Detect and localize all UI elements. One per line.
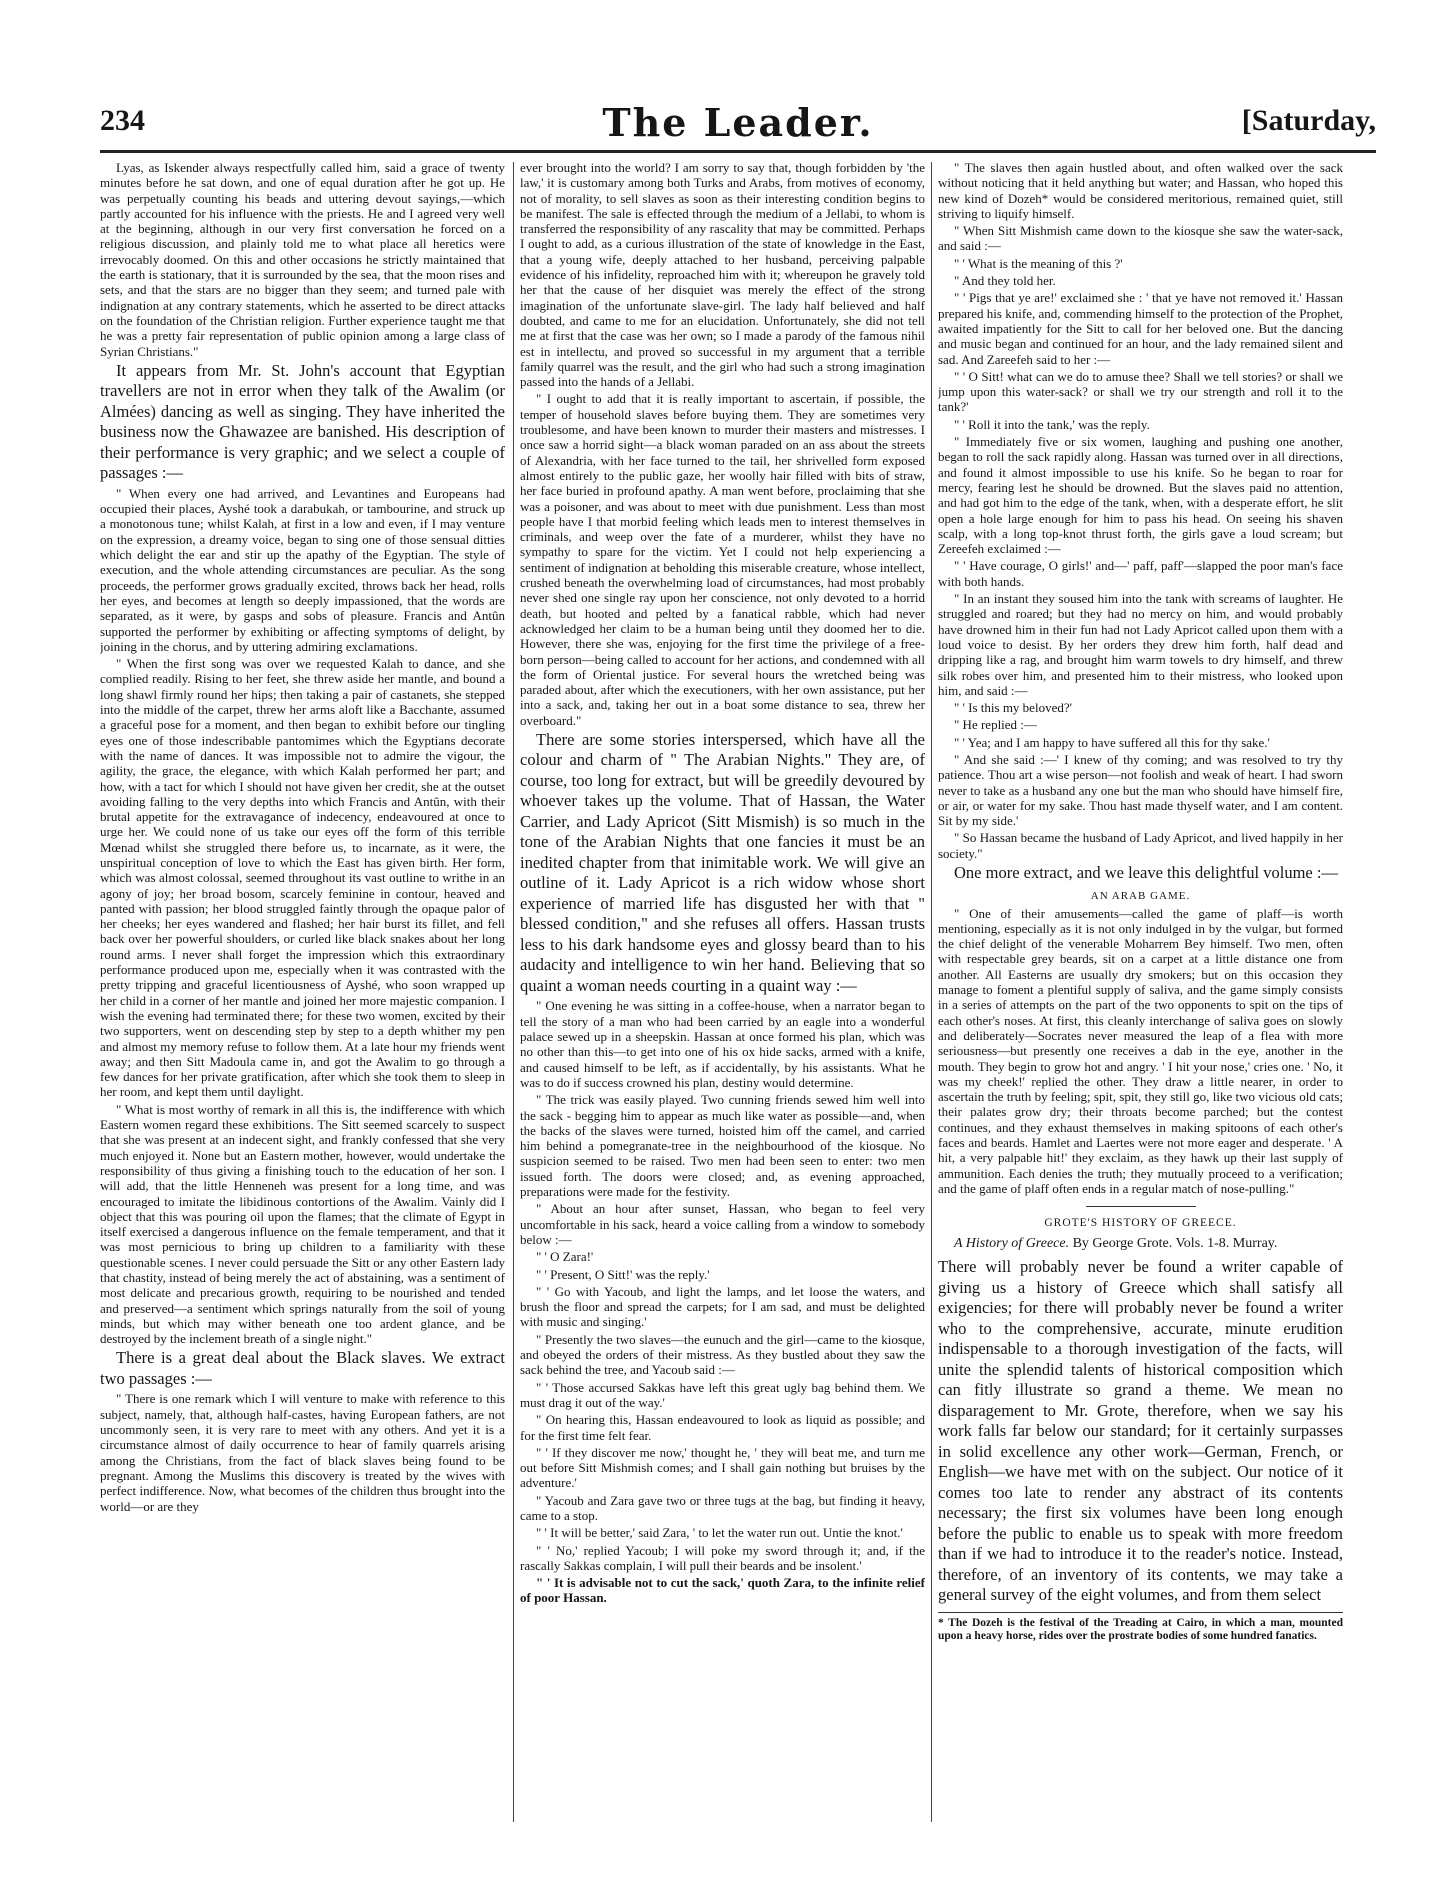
quote-paragraph: " The trick was easily played. Two cunning friends sewed him well into the sack - begging him to appear as much like water as possible—and, when the backs of the slaves were turned, hoisted him off the camel, and carried him behind a pomegranate-tree in the neighbourhood of the kiosque. No suspicion seemed to be raised. Two men had been seen to enter: two men issued forth. The doors were closed; and, as evening approached, preparations were made for the festivity.: [520, 1092, 925, 1200]
quote-paragraph: " ' It is advisable not to cut the sack,' quoth Zara, to the infinite relief of poor Hassan.: [520, 1575, 925, 1606]
paragraph: There is a great deal about the Black slaves. We extract two passages :—: [100, 1348, 505, 1388]
quote-paragraph: " On hearing this, Hassan endeavoured to look as liquid as possible; and for the first time felt fear.: [520, 1412, 925, 1443]
section-divider: [1086, 1206, 1196, 1207]
quote-paragraph: " ' Go with Yacoub, and light the lamps, and let loose the waters, and brush the floor and spread the carpets; for I am sad, and must be delighted with music and singing.': [520, 1283, 925, 1330]
section-heading: AN ARAB GAME.: [1090, 889, 1191, 902]
column-divider: [931, 162, 932, 1822]
column-divider: [513, 162, 514, 1822]
paragraph: It appears from Mr. St. John's account that Egyptian travellers are not in error when they talk of the Awalim (or Almées) dancing as well as singing. They have inherited the business now the Ghawazee are banished. His description of their performance is very graphic; and we select a couple of passages :—: [100, 360, 505, 483]
quote-paragraph: " The slaves then again hustled about, and often walked over the sack without noticing that it held anything but water; and Hassan, who hoped this new kind of Dozeh* would be considered meritorious, remained quiet, still striving to liquify himself.: [938, 160, 1343, 221]
quote-paragraph: " ' O Sitt! what can we do to amuse thee? Shall we tell stories? or shall we jump upon this water-sack? or shall we try our strength and roll it to the tank?': [938, 368, 1343, 415]
quote-paragraph: " Presently the two slaves—the eunuch and the girl—came to the kiosque, and obeyed the orders of their mistress. As they bustled about they saw the sack behind the tree, and Yacoub said :—: [520, 1331, 925, 1378]
quote-paragraph: " I ought to add that it is really important to ascertain, if possible, the temper of household slaves before buying them. They are sometimes very troublesome, and have been known to murder their masters and mistresses. I once saw a horrid sight—a black woman paraded on an ass about the streets of Alexandria, with her face turned to the tail, her shrivelled form exposed almost entirely to the public gaze, her woolly hair filled with bits of straw, her face buried in profound apathy. A man went before, proclaiming that she was a poisoner, and was about to meet with due punishment. Less than most people have I that morbid feeling which leads men to interest themselves in criminals, and weep over the fate of a murderer, whilst they have no sympathy to spare for the victim. Yet I could not help experiencing a sentiment of indignation at beholding this miserable creature, whose intellect, crushed beneath the overwhelming load of circumstances, had most probably never shed one single ray upon her conscience, not only devoted to a horrid death, but hooted and pelted by a fanatical rabble, which had never acknowledged her claim to be a human being until they doomed her to die. However, there she was, enjoying for the first time the privilege of a free-born person—being called to account for her actions, and condemned with all the form of Oriental justice. For several hours the wretched being was paraded about, after which the executioners, with her own assistance, put her into a sack, and, taking her out in a boat some distance to sea, threw her overboard.": [520, 391, 925, 728]
day-label: [Saturday,: [1241, 104, 1376, 137]
quote-paragraph: " Yacoub and Zara gave two or three tugs at the bag, but finding it heavy, came to a stop.: [520, 1492, 925, 1523]
quote-paragraph: " So Hassan became the husband of Lady Apricot, and lived happily in her society.": [938, 830, 1343, 861]
column-2: [520, 160, 925, 1850]
paragraph: There are some stories interspersed, which have all the colour and charm of " The Arabian Nights." They are, of course, too long for extract, but will be greedily devoured by whoever takes up the volume. That of Hassan, the Water Carrier, and Lady Apricot (Sitt Mismish) is so much in the tone of the Arabian Nights that one fancies it must be an inedited chapter from that inimitable work. We will give an outline of it. Lady Apricot is a rich widow whose short experience of married life has disgusted her with that " blessed condition," and she refuses all offers. Hassan trusts less to his dark handsome eyes and glossy beard than to his audacity and intelligence to win her hand. Believing that so quaint a woman needs courting in a quaint way :—: [520, 729, 925, 995]
quote-paragraph: " And she said :—' I knew of thy coming; and was resolved to try thy patience. Thou art a wise person—not foolish and weak of heart. I had sworn never to take as a husband any one but the man who should have himself fire, or air, or water for my sake. Thou hast made thyself water, and I am content. Sit by my side.': [938, 751, 1343, 829]
footnote-rule: [938, 1612, 1343, 1613]
paragraph: There will probably never be found a writer capable of giving us a history of Greece which shall satisfy all exigencies; for there will probably never be found a writer who to the comprehensive, accurate, minute erudition indispensable to a thorough investigation of the facts, will unite the splendid talents of historical composition which can fitly illustrate so grand a theme. We mean no disparagement to Mr. Grote, therefore, when we say his work falls far below our standard; for it certainly surpasses in solid excellence any other work—German, French, or English—we have met with on the subject. Our notice of it comes too late to render any abstract of its contents necessary; the first six volumes have been long enough before the public to enable us to speak with more freedom than if we had to introduce it to the reader's notice. Instead, therefore, of an inventory of its contents, we may take a general survey of the eight volumes, and from them select: [938, 1257, 1343, 1605]
quote-paragraph: " ' Those accursed Sakkas have left this great ugly bag behind them. We must drag it out of the way.': [520, 1379, 925, 1410]
header-rule: [100, 150, 1376, 153]
quote-paragraph: " He replied :—: [954, 717, 1037, 733]
quote-paragraph: " ' Have courage, O girls!' and—' paff, paff'—slapped the poor man's face with both hands.: [938, 558, 1343, 589]
quote-paragraph: " ' Pigs that ye are!' exclaimed she : ' that ye have not removed it.' Hassan prepared his knife, and, commending himself to the protection of the Prophet, awaited impatiently for the Sitt to call for her beloved one. But the dancing and music began and continued for an hour, and the lady remained silent and sad. And Zareefeh said to her :—: [938, 290, 1343, 367]
column-1: [100, 160, 505, 1850]
quote-paragraph: " ' Is this my beloved?': [954, 700, 1072, 716]
quote-paragraph: " There is one remark which I will venture to make with reference to this subject, namely, that, although half-castes, having European fathers, are not uncommonly seen, it is very rare to meet with any others. And yet it is a circumstance almost of daily occurrence to hear of family quarrels arising among the Christians, from the fact of black slaves being found to be pregnant. Among the Muslims this discovery is treated by the wives with perfect indifference. Now, what becomes of the children thus brought into the world—or are they: [100, 1391, 505, 1514]
quote-paragraph: " What is most worthy of remark in all this is, the indifference with which Eastern women regard these exhibitions. The Sitt seemed scarcely to suspect that she was present at an indecent sight, and frankly confessed that she very much enjoyed it. None but an Eastern mother, however, would undertake the responsibility of thus giving a finishing touch to the education of her son. I will add, that the little Henneneh was present for a long time, and was encouraged to imitate the libidinous contortions of the Awalim. Vainly did I object that this was pouring oil upon the flames; that the climate of Egypt in itself exercised a dangerous influence on the female temperament, and that it was most pernicious to bring up children to a familiarity with these questionable scenes. I never could persuade the Sitt or any other Eastern lady that chastity, instead of being merely the act of abstaining, was a sentiment of most delicate and precarious growth, requiring to be nourished and tended and preserved—a sentiment which springs naturally from the soil of young minds, but which may wither beneath one too ardent glance, and be destroyed by the inclement breath of a single night.": [100, 1101, 505, 1347]
quote-paragraph: " ' No,' replied Yacoub; I will poke my sword through it; and, if the rascally Sakkas complain, I will pull their beards and be insolent.': [520, 1542, 925, 1573]
page-number: 234: [100, 104, 145, 137]
quote-paragraph: " And they told her.: [954, 273, 1056, 289]
quote-paragraph: " Immediately five or six women, laughing and pushing one another, began to roll the sack rapidly along. Hassan was turned over in all directions, and found it almost impossible to use his knife. So he began to roar for mercy, fearing lest he should be drowned. But the slaves paid no attention, and had got him to the edge of the tank, when, with a desperate effort, he slit open a hole large enough for him to pass his head. On seeing his shaven scalp, with a long top-knot thrust forth, the girls gave a loud scream; but Zereefeh exclaimed :—: [938, 434, 1343, 557]
quote-paragraph: ever brought into the world? I am sorry to say that, though forbidden by 'the law,' it is customary among both Turks and Arabs, from motives of economy, not of morality, to sell slaves as soon as their interesting condition begins to be manifest. The sale is effected through the medium of a Jellabi, to whom is transferred the responsibility of any rascality that may be committed. Perhaps I ought to add, as a curious illustration of the state of knowledge in the East, that a young wife, deeply attached to her husband, perceiving palpable evidence of his infidelity, reproached him with it; whereupon he gravely told her that the cause of her disquiet was merely the effect of the strong imagination of the unfortunate slave-girl. The lady half believed and half doubted, and came to me for an elucidation. Unfortunately, she did not tell me at first that the case was her own; so I made a parody of the famous nihil est in intellectu, and proved so successful in my argument that a terrible family quarrel was the result, and the girl who had such a strong imagination passed into the hands of a Jellabi.: [520, 160, 925, 390]
masthead: [100, 100, 1376, 148]
journal-title: The Leader.: [602, 100, 874, 145]
quote-paragraph: " About an hour after sunset, Hassan, who began to feel very uncomfortable in his sack, heard a voice calling from a window to somebody below :—: [520, 1201, 925, 1247]
quote-paragraph: " ' What is the meaning of this ?': [954, 255, 1123, 271]
review-title: GROTE'S HISTORY OF GREECE.: [1044, 1217, 1237, 1230]
quote-paragraph: " When every one had arrived, and Levantines and Europeans had occupied their places, Ayshé took a darabukah, or tambourine, and struck up a monotonous tune; whilst Kalah, at first in a low and even, if I may venture on the expression, a dreamy voice, began to sing one of those sensual ditties which delight the ear and stir up the apathy of the Egyptian. The style of execution, and the whole attending circumstances are peculiar. As the song proceeds, the performer grows gradually excited, throws back her head, rolls her eyes, and becomes at length so deeply impassioned, that the words are separated, as it were, by gasps and sobs of pleasure. Francis and Antûn supported the performer by exhibiting or affecting symptoms of delight, by joining in the chorus, and by uttering admiring exclamations.: [100, 485, 505, 654]
quote-paragraph: " ' Present, O Sitt!' was the reply.': [536, 1266, 710, 1282]
column-3: [938, 160, 1343, 1850]
quote-paragraph: " ' If they discover me now,' thought he, ' they will beat me, and turn me out before Sitt Mishmish comes; and I shall gain nothing but bruises by the adventure.': [520, 1444, 925, 1491]
quote-paragraph: " When the first song was over we requested Kalah to dance, and she complied readily. Rising to her feet, she threw aside her mantle, and bound a long shawl firmly round her hips; then taking a pair of castanets, she stepped into the middle of the carpet, threw her arms aloft like a Bacchante, assumed a graceful pose for a moment, and then began to exhibit before our tingling eyes one of those indescribable pantomimes which the Egyptians decorate with the name of dances. It was impossible not to admire the vigour, the agility, the grace, the elegance, with which Kalah performed her part; and how, with a tact for which I should not have given her credit, she at the outset avoiding falling to the very depths into which Francis and Antûn, with their brutal appetite for the extravagance of indecency, endeavoured at once to urge her. We could none of us take our eyes off the form of this terrible Mœnad whilst she struggled there before us, to incarnate, as it were, the unspiritual conception of love to which the East has given birth. Her form, which was almost colossal, seemed throughout its vast outline to writhe in an agony of joy; her broad bosom, scarcely feminine in contour, heaved and panted with passion; her blood struggled faintly through the opaque palor of her cheeks; her eyes wandered and flashed; her hair burst its fillet, and fell back over her powerful shoulders, or curled like black snakes about her long round arms. I never shall forget the impression which this extraordinary performance produced upon me, especially when it was contrasted with the pretty tripping and graceful licentiousness of Ayshé, who soon wrapped up her child in a corner of her mantle and joined her more majestic companion. I wish the evening had terminated there; for these two women, excited by their two supporters, went on descending step by step to a depth whither my pen and almost my memory refuse to follow them. At a late hour my friends went away; and then Sitt Madoula came in, and got the Awalim to go through a few dances for her private gratification, after which she took them to sleep in her room, and kept them until daylight.: [100, 656, 505, 1100]
quote-paragraph: " When Sitt Mishmish came down to the kiosque she saw the water-sack, and said :—: [938, 223, 1343, 254]
quote-paragraph: " In an instant they soused him into the tank with screams of laughter. He struggled and roared; but they had no mercy on him, and would probably have drowned him in their fun had not Lady Apricot called upon them with a loud voice to desist. By her orders they drew him forth, half dead and dripping like a rag, and brought him warm towels to dry himself, and threw silk robes over him, and presented him to their mistress, who looked upon him, and said :—: [938, 591, 1343, 698]
quote-paragraph: " One evening he was sitting in a coffee-house, when a narrator began to tell the story of a man who had been carried by an eagle into a wonderful palace sewed up in a sheepskin. Hassan at once formed his plan, which was no other than this—to get into one of his ox hide sacks, armed with a knife, and caused himself to be left, as if accidentally, by his assistants. What he was to do if success crowned his plan, destiny would determine.: [520, 998, 925, 1090]
quote-paragraph: " ' Roll it into the tank,' was the reply.: [954, 416, 1150, 432]
book-citation: [938, 1235, 1343, 1253]
quote-paragraph: " ' O Zara!': [536, 1249, 594, 1265]
book-details: By George Grote. Vols. 1-8. Murray.: [1069, 1236, 1278, 1252]
quote-paragraph: " ' It will be better,' said Zara, ' to let the water run out. Untie the knot.': [536, 1525, 903, 1541]
book-title: A History of Greece.: [954, 1236, 1070, 1252]
quote-paragraph: " ' Yea; and I am happy to have suffered all this for thy sake.': [954, 734, 1270, 750]
quote-paragraph: " One of their amusements—called the game of plaff—is worth mentioning, especially as it is not only indulged in by the vulgar, but formed the chief delight of the venerable Moharrem Bey himself. Two men, often with respectable grey beards, sit on a carpet at a little distance one from another. All Easterns are usually dry smokers; but on this occasion they manage to foment a plentiful supply of saliva, and the game simply consists in a series of attempts on the part of the two opponents to spit on the tips of each other's noses. At first, this cleanly interchange of saliva goes on slowly and deliberately—Socrates never measured the leap of a flea with more seriousness—but presently one receives a dab in the eye, another in the mouth. They begin to grow hot and angry. ' I hit your nose,' cries one. ' No, it was my cheek!' replied the other. They draw a little nearer, in order to ascertain the truth by feeling; spit, spit, they still go, like two vicious old cats; their palates grow dry; their throats become parched; but the contest continues, and they exhaust themselves in making spitoons of each other's faces and beards. Hamlet and Laertes were not more eager and desperate. ' A hit, a very palpable hit!' they exclaim, as they hawk up their last supply of ammunition. Each denies the truth; they mutually proceed to a verification; and the game of plaff often ends in a regular match of nose-pulling.": [938, 905, 1343, 1196]
footnote: * The Dozeh is the festival of the Treading at Cairo, in which a man, mounted upon a heavy horse, rides over the prostrate bodies of some hundred fanatics.: [938, 1616, 1343, 1643]
paragraph: One more extract, and we leave this delightful volume :—: [954, 863, 1338, 883]
paragraph: Lyas, as Iskender always respectfully called him, said a grace of twenty minutes before he sat down, and one of equal duration after he got up. He was perpetually counting his beads and uttering devout sayings,—which partly accounted for his influence with the priests. He and I agreed very well at the beginning, although in our very first conversation he forced on a religious discussion, and plainly told me to what place all heretics were irrevocably doomed. On this and other occasions he strictly maintained that the earth is stationary, that it is surrounded by the sea, that the moon rises and sets, and that the stars are no bigger than they seem; and turned pale with indignation at any contrary statements, which he asserted to be direct attacks on the foundation of the Christian religion. Further experience taught me that he was a pretty fair representation of public opinion among a large class of Syrian Christians.": [100, 160, 505, 359]
